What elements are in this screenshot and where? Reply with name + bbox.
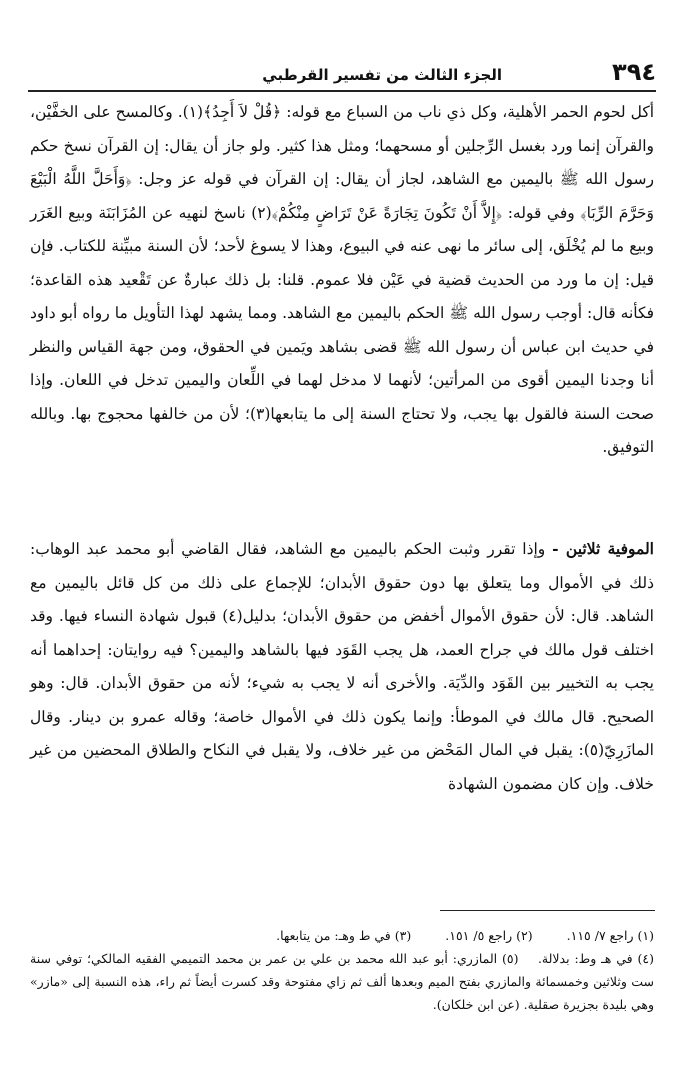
page-header [30, 58, 656, 86]
section-text: وإذا تقرر وثبت الحكم باليمين مع الشاهد، فقال القاضي أبو محمد عبد الوهاب: ذلك في الأموال وما يتعلق بها دون حقوق الأبدان؛ للإجماع على ذلك من كل قائل باليمين مع الشاهد. قال: لأن حقوق الأموال أخفض من حقوق الأبدان؛ بدليل(٤) قبول شهادة النساء فيها. وقد اختلف قول مالك في جراح العمد، هل يجب القَوَد فيها بالشاهد واليمين؟ فيه روايتان: إحداهما أنه يجب به التخيير بين القَوَد والدِّيَة. والأخرى أنه لا يجب به شيء؛ لأنه من حقوق الأبدان. قال: وهو الصحيح. قال مالك في الموطأ: وإنما يكون ذلك في الأموال خاصة؛ وقاله عمرو بن دينار. وقال المازَرِيّ(٥): يقبل في المال المَحْض من غير خلاف، ولا يقبل في النكاح والطلاق المحضين من غير خلاف. وإن كان مضمون الشهادة [30, 540, 654, 793]
page-number: ٣٩٤ [612, 58, 656, 86]
header-divider [28, 90, 656, 92]
running-title: الجزء الثالث من تفسير القرطبي [262, 66, 503, 84]
footnote-5: (٥) المازري: أبو عبد الله محمد بن علي بن عمر بن محمد التميمي الفقيه المالكي؛ توفي سنة ست وثلاثين وخمسمائة والمازري بفتح الميم وبعدها ألف ثم زاي مفتوحة وقد كسرت أيضاً ثم راء، هذه النسبة إلى «مازر» وهي بليدة بجزيرة صقلية. (عن ابن خلكان). [30, 951, 654, 1012]
section-paragraph [30, 532, 654, 801]
footnote-divider [440, 910, 655, 911]
footnote-1: (١) راجع ٧/ ١١٥. [566, 928, 654, 943]
body-paragraph: أكل لحوم الحمر الأهلية، وكل ذي ناب من السباع مع قوله: ﴿قُلْ لاَ أَجِدُ﴾(١). وكالمسح على الخفَّيْن، والقرآن إنما ورد بغسل الرِّجلين أو مسحهما؛ ومثل هذا كثير. ولو جاز أن يقال: إن القرآن نسخ حكم رسول الله ﷺ باليمين مع الشاهد، لجاز أن يقال: إن القرآن في قوله عز وجل: ﴿وَأَحَلَّ اللَّهُ الْبَيْعَ وَحَرَّمَ الرِّبَا﴾ وفي قوله: ﴿إِلاَّ أَنْ تَكُونَ تِجَارَةً عَنْ تَرَاضٍ مِنْكُمْ﴾(٢) ناسخ لنهيه عن المُزَابَنَة وبيع الغَرَر وبيع ما لم يُخْلَق، إلى سائر ما نهى عنه في البيوع، وهذا لا يسوغ لأحد؛ لأن السنة مبيِّنة للكتاب. فإن قيل: إن ما ورد من الحديث قضية في عَيْن فلا عموم. قلنا: بل ذلك عبارةٌ عن تَقْعيد هذه القاعدة؛ فكأنه قال: أوجب رسول الله ﷺ الحكم باليمين مع الشاهد. ومما يشهد لهذا التأويل ما رواه أبو داود في حديث ابن عباس أن رسول الله ﷺ قضى بشاهد ويَمين في الحقوق، ومن جهة القياس والنظر أنا وجدنا اليمين أقوى من المرأتين؛ لأنهما لا مدخل لهما في اللِّعان واليمين تدخل في اللعان. وإذا صحت السنة فالقول بها يجب، ولا تحتاج السنة إلى ما يتابعها(٣)؛ لأن من خالفها محجوج بها. وبالله التوفيق. [30, 103, 655, 456]
footnotes [30, 924, 654, 1016]
footnote-row [30, 924, 654, 947]
footnote-2: (٢) راجع ٥/ ١٥١. [445, 928, 533, 943]
footnote-block [30, 947, 654, 1016]
footnote-3: (٣) في ط وهـ: من يتابعها. [276, 928, 412, 943]
footnote-4: (٤) في هـ وط: بدلالة. [537, 951, 654, 966]
section-heading: الموفية ثلاثين - [552, 539, 654, 558]
